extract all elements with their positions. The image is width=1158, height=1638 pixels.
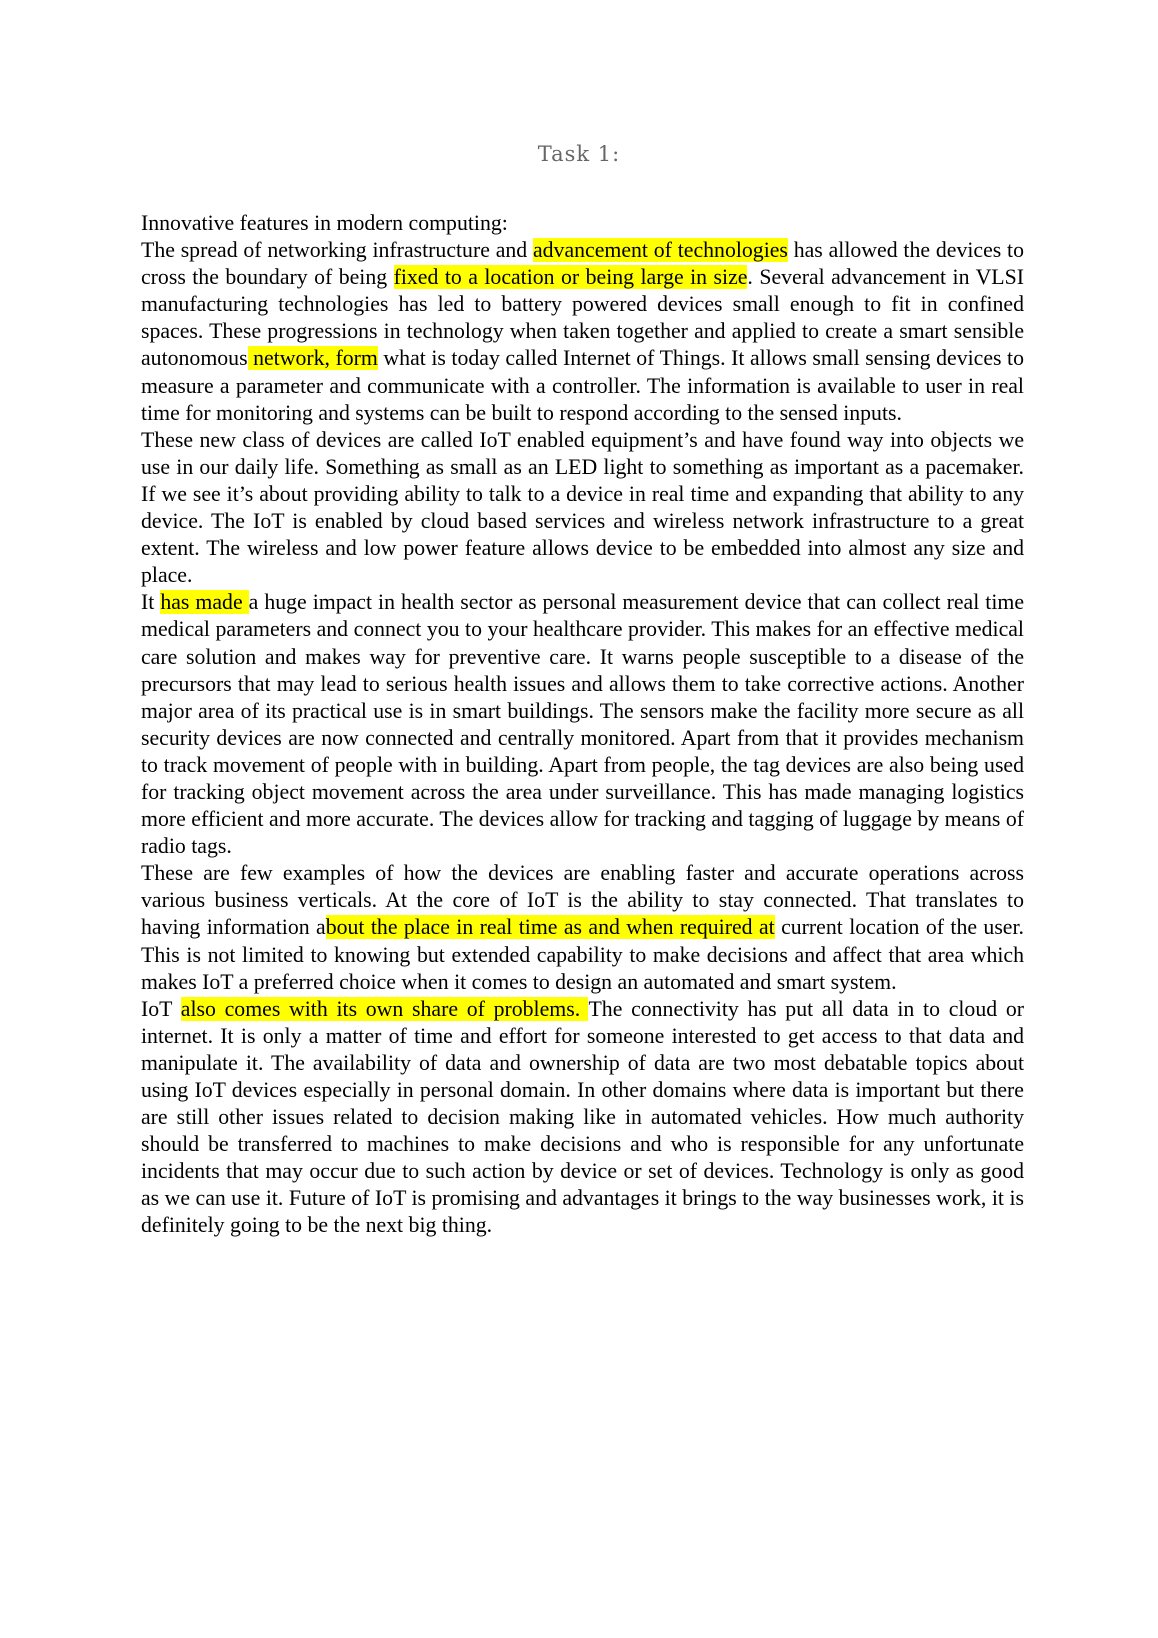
page-title: Task 1: (537, 142, 621, 166)
text-segment: IoT (141, 996, 181, 1021)
text-segment: It (141, 590, 161, 615)
highlighted-text: fixed to a location or being large in size (393, 265, 748, 290)
section-heading: Innovative features in modern computing: (141, 211, 508, 235)
paragraph (141, 860, 1024, 995)
highlighted-text: also comes with its own share of problems. (180, 996, 589, 1021)
text-segment: These new class of devices are called IoT enabled equipment’s and have found way into objects we use in our daily life. Something as small as an LED light to something as important as a pacemaker. If we see it’s about providing ability to talk to a device in real time and expanding that ability to any device. The IoT is enabled by cloud based services and wireless network infrastructure to a great extent. The wireless and low power feature allows device to be embedded into almost any size and place. (141, 427, 1024, 588)
text-segment: . Several advancement in VLSI manufacturing technologies has led to battery powered devices small enough to fit in confined spaces. These progressions in technology when taken together and applied to create a smart sensible autonomous (141, 265, 1025, 371)
text-segment: The connectivity has put all data in to cloud or internet. It is only a matter of time and effort for someone interested to get access to that data and manipulate it. The availability of data and ownership of data are two most debatable topics about using IoT devices especially in personal domain. In other domains where data is important but there are still other issues related to decision making like in automated vehicles. How much authority should be transferred to machines to make decisions and who is responsible for any unfortunate incidents that may occur due to such action by device or set of devices. Technology is only as good as we can use it. Future of IoT is promising and advantages it brings to the way businesses work, it is definitely going to be the next big thing. (141, 996, 1024, 1238)
highlighted-text: network, form (247, 346, 378, 371)
highlighted-text: bout the place in real time as and when required at (325, 915, 775, 940)
text-segment: The spread of networking infrastructure and (141, 238, 533, 263)
text-segment: has allowed the devices to cross the boundary of being (141, 238, 1024, 290)
text-segment: These are few examples of how the devices are enabling faster and accurate operations across various business verticals. At the core of IoT is the ability to stay connected. That translates to having information a (141, 861, 1024, 940)
paragraph (141, 237, 1024, 427)
document-body (141, 210, 1024, 1240)
paragraph (141, 996, 1024, 1240)
text-segment: what is today called Internet of Things. It allows small sensing devices to measure a parameter and communicate with a controller. The information is available to user in real time for monitoring and systems can be built to respond according to the sensed inputs. (141, 346, 1024, 425)
paragraph (141, 427, 1024, 590)
text-segment: a huge impact in health sector as personal measurement device that can collect real time medical parameters and connect you to your healthcare provider. This makes for an effective medical care solution and makes way for preventive care. It warns people susceptible to a disease of the precursors that may lead to serious health issues and allows them to take corrective actions. Another major area of its practical use is in smart buildings. The sensors make the facility more secure as all security devices are now connected and centrally monitored. Apart from that it provides mechanism to track movement of people with in building. Apart from people, the tag devices are also being used for tracking object movement across the area under surveillance. This has made managing logistics more efficient and more accurate. The devices allow for tracking and tagging of luggage by means of radio tags. (141, 590, 1025, 859)
paragraph (141, 589, 1024, 860)
text-segment: current location of the user. This is not limited to knowing but extended capability to make decisions and affect that area which makes IoT a preferred choice when it comes to design an automated and smart system. (141, 915, 1024, 994)
highlighted-text: has made (160, 590, 249, 615)
paragraph-list (141, 237, 1024, 1239)
highlighted-text: advancement of technologies (532, 238, 788, 263)
